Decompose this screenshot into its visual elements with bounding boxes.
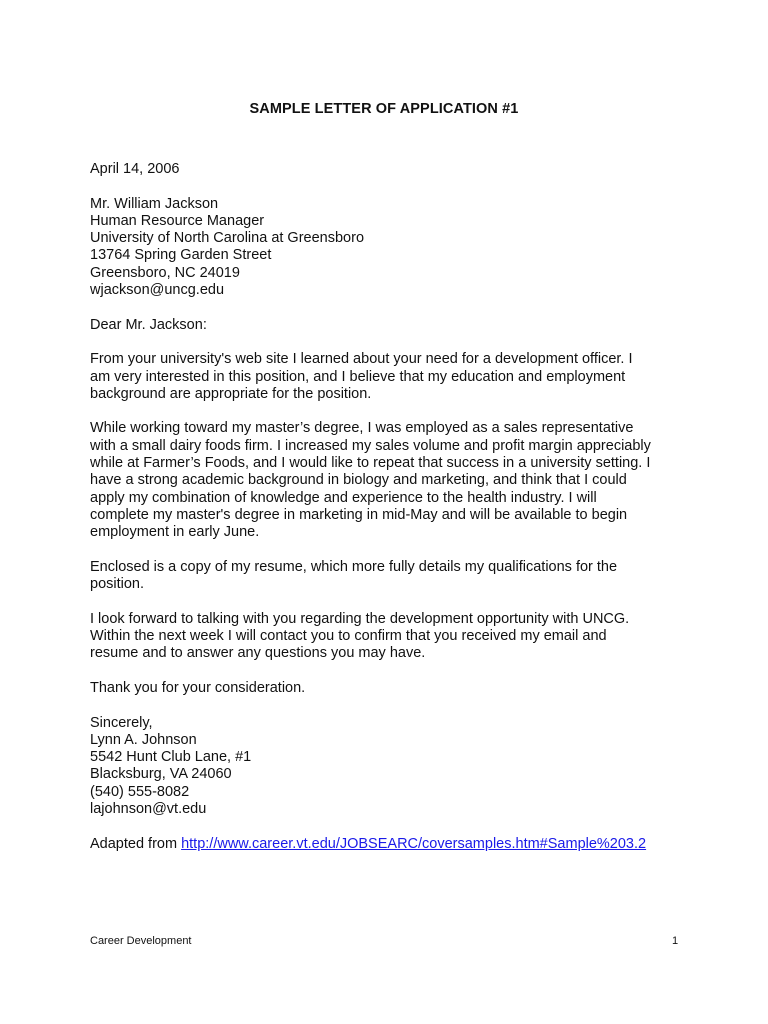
paragraph-line: Enclosed is a copy of my resume, which more fully details my qualifications for the <box>90 558 618 575</box>
recipient-position: Human Resource Manager <box>90 212 265 229</box>
recipient-address <box>90 196 690 300</box>
paragraph-line: background are appropriate for the position. <box>90 385 372 402</box>
paragraph-line: From your university's web site I learned about your need for a development officer. I <box>90 351 633 368</box>
paragraph-line: with a small dairy foods firm. I increased my sales volume and profit margin appreciably <box>90 437 651 454</box>
paragraph-3 <box>90 559 690 594</box>
letter-body <box>90 161 690 853</box>
paragraph-line: While working toward my master’s degree, I was employed as a sales representative <box>90 420 634 437</box>
paragraph-5 <box>90 680 690 697</box>
paragraph-line: Thank you for your consideration. <box>90 679 306 696</box>
page-number: 1 <box>672 935 679 947</box>
recipient-city: Greensboro, NC 24019 <box>90 264 240 281</box>
source-link[interactable]: http://www.career.vt.edu/JOBSEARC/coversamples.htm#Sample%203.2 <box>181 835 647 852</box>
closing: Sincerely, <box>90 714 153 731</box>
sender-name: Lynn A. Johnson <box>90 731 197 748</box>
adapted-from <box>90 836 690 853</box>
signature-block <box>90 715 690 819</box>
paragraph-2 <box>90 420 690 541</box>
letter-title: SAMPLE LETTER OF APPLICATION #1 <box>249 101 519 117</box>
paragraph-line: am very interested in this position, and I believe that my education and employment <box>90 368 626 385</box>
salutation: Dear Mr. Jackson: <box>90 316 207 333</box>
paragraph-line: Within the next week I will contact you to confirm that you received my email and <box>90 628 607 645</box>
paragraph-line: resume and to answer any questions you may have. <box>90 645 426 662</box>
recipient-organization: University of North Carolina at Greensboro <box>90 230 365 247</box>
paragraph-1 <box>90 351 690 403</box>
paragraph-line: complete my master's degree in marketing in mid-May and will be available to begin <box>90 506 628 523</box>
paragraph-line: employment in early June. <box>90 524 260 541</box>
sender-city: Blacksburg, VA 24060 <box>90 766 232 783</box>
paragraph-line: I look forward to talking with you regarding the development opportunity with UNCG. <box>90 610 630 627</box>
footer-label: Career Development <box>90 935 192 947</box>
recipient-email: wjackson@uncg.edu <box>90 282 225 299</box>
adapted-prefix: Adapted from <box>90 835 182 852</box>
recipient-name: Mr. William Jackson <box>90 195 219 212</box>
paragraph-line: have a strong academic background in biology and marketing, and think that I could <box>90 472 627 489</box>
sender-phone: (540) 555-8082 <box>90 783 190 800</box>
paragraph-line: apply my combination of knowledge and experience to the health industry. I will <box>90 489 597 506</box>
sender-email: lajohnson@vt.edu <box>90 800 207 817</box>
paragraph-line: while at Farmer’s Foods, and I would like to repeat that success in a university setting. I <box>90 455 651 472</box>
letter-date: April 14, 2006 <box>90 161 180 177</box>
recipient-street: 13764 Spring Garden Street <box>90 247 272 264</box>
paragraph-4 <box>90 611 690 663</box>
paragraph-line: position. <box>90 576 145 593</box>
sender-street: 5542 Hunt Club Lane, #1 <box>90 749 252 766</box>
